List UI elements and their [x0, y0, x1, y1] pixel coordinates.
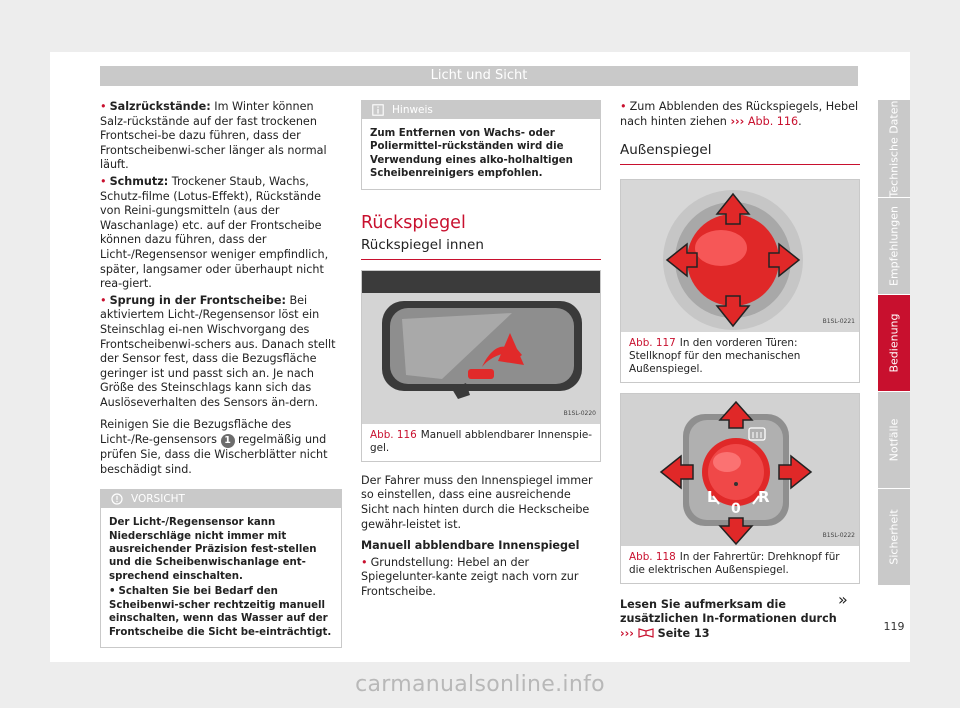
figure-118 — [620, 393, 860, 584]
column-right — [620, 100, 860, 642]
page-number: 119 — [883, 620, 905, 633]
figure-117-image — [621, 180, 859, 332]
next-page-chevron: » — [838, 590, 848, 609]
note-header: Hinweis — [362, 101, 600, 119]
footer-page-ref[interactable]: Seite 13 — [657, 626, 710, 640]
bullet-dirt: • Schmutz: Trockener Staub, Wachs, Schutz-filme (Lotus-Effekt), Rückstände von Reini-gungsmitteln (aus der Waschanlage) etc. auf der Frontscheibe können dazu führen, dass der Licht-/Regensensor weniger empfindlich, später, langsamer oder überhaupt nicht rea-giert. — [100, 174, 329, 291]
section-title: Rückspiegel — [361, 212, 466, 233]
figure-117-code: B1SL-0221 — [822, 318, 855, 326]
callout-number: 1 — [221, 434, 235, 448]
paragraph-adjust-mirror: Der Fahrer muss den Innenspiegel immer so einstellen, dass eine ausreichende Sicht nach hinten durch die Heckscheibe gewähr-leistet ist. — [361, 473, 593, 531]
interior-mirror-illustration — [362, 271, 600, 424]
caution-header: VORSICHT — [101, 490, 341, 508]
book-icon — [638, 627, 654, 638]
subheading-manual-mirror: Manuell abblendbare Innenspiegel — [361, 539, 580, 553]
tab-sicherheit[interactable]: Sicherheit — [878, 489, 910, 585]
column-left — [100, 100, 342, 648]
column-middle — [361, 100, 601, 600]
tab-technische-daten[interactable]: Technische Daten — [878, 100, 910, 197]
tab-notfaelle[interactable]: Notfälle — [878, 392, 910, 488]
info-icon — [372, 104, 384, 116]
figure-116-caption: Abb. 116 Manuell abblendbarer Innenspie-gel. — [370, 428, 592, 454]
knob-label-0: 0 — [731, 500, 741, 517]
figure-116-code: B1SL-0220 — [563, 410, 596, 418]
bullet-salt: • Salzrückstände: Im Winter können Salz-rückstände auf der fast trockenen Frontschei-be dazu führen, dass der Frontscheibenwi-scher länger als normal läuft. — [100, 100, 327, 172]
bullet-dim-mirror: • Zum Abblenden des Rückspiegels, Hebel nach hinten ziehen ››› Abb. 116. — [620, 100, 859, 128]
tab-bedienung[interactable]: Bedienung — [878, 295, 910, 391]
subsection-exterior-mirror: Außenspiegel — [620, 143, 860, 165]
cross-ref-abb-116[interactable]: Abb. 116 — [747, 114, 799, 128]
knob-label-l: L — [707, 487, 717, 506]
bullet-basic-position: • Grundstellung: Hebel an der Spiegelunter-kante zeigt nach vorn zur Frontscheibe. — [361, 555, 579, 598]
figure-118-image — [621, 394, 859, 546]
caution-text-1: Der Licht-/Regensensor kann Niederschläge nicht immer mit ausreichender Präzision fest-stellen und die Scheibenwischanlage ent-sprechend einschalten. — [109, 517, 317, 582]
figure-117 — [620, 179, 860, 383]
figure-118-code: B1SL-0222 — [822, 532, 855, 540]
subsection-title: Rückspiegel innen — [361, 238, 601, 260]
footer-arrow: ››› — [620, 626, 634, 640]
cross-ref-arrow: ››› — [730, 114, 745, 128]
caution-text-2: • Schalten Sie bei Bedarf den Scheibenwi-scher rechtzeitig manuell einschalten, wenn das Wasser auf der Frontscheibe die Sicht be-einträchtigt. — [109, 586, 332, 638]
knob-label-r: R — [758, 487, 770, 506]
figure-118-caption: Abb. 118 In der Fahrertür: Drehknopf für die elektrischen Außenspiegel. — [629, 550, 840, 576]
footer-read-more: Lesen Sie aufmerksam die zusätzlichen In-formationen durch ››› Seite 13 — [620, 597, 837, 640]
mirror-adjust-knob-illustration — [621, 180, 859, 332]
bullet-crack: • Sprung in der Frontscheibe: Bei aktiviertem Licht-/Regensensor löst ein Steinschlag ei-nen Wischvorgang des Frontscheibenwi-schers aus. Danach stellt der Sensor fest, dass die Bezugsfläche geringer ist und passt sich an. Je nach Größe des Steinschlags kann sich das Auslöseverhalten des Sensors än-dern. — [100, 293, 336, 409]
note-text: Zum Entfernen von Wachs- oder Poliermittel-rückständen wird die Verwendung eines alko-holhaltigen Scheibenreinigers empfohlen. — [370, 128, 573, 180]
tab-empfehlungen[interactable]: Empfehlungen — [878, 198, 910, 294]
figure-116-image — [362, 271, 600, 424]
page-header: Licht und Sicht — [100, 66, 858, 86]
watermark: carmanualsonline.info — [355, 672, 605, 697]
figure-116 — [361, 270, 601, 462]
note-box — [361, 100, 601, 190]
paragraph-clean-sensor: Reinigen Sie die Bezugsfläche des Licht-/Re-gensensors 1 regelmäßig und prüfen Sie, dass die Wischerblätter nicht beschädigt sind. — [100, 418, 328, 476]
electric-mirror-knob-illustration — [621, 394, 859, 546]
caution-icon — [111, 493, 123, 505]
caution-box — [100, 489, 342, 648]
figure-117-caption: Abb. 117 In den vorderen Türen: Stellknopf für den mechanischen Außenspiegel. — [629, 336, 801, 375]
